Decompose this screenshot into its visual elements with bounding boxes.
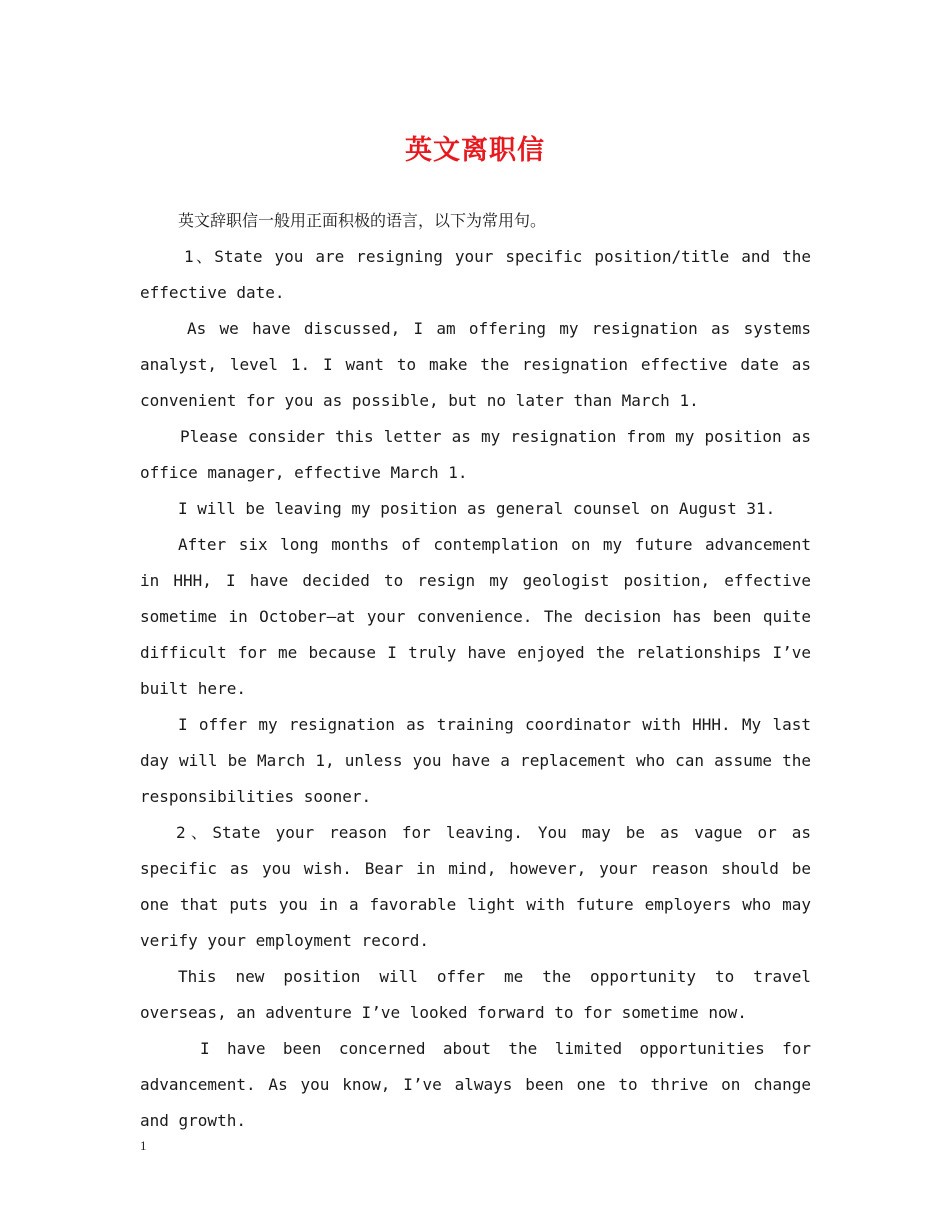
tip-one-paragraph: 1、State you are resigning your specific position/title and the effective date.	[140, 247, 811, 302]
document-title: 英文离职信	[405, 135, 545, 166]
intro-paragraph: 英文辞职信一般用正面积极的语言，以下为常用句。	[178, 211, 547, 230]
example-paragraph: Please consider this letter as my resignation from my position as office manager, effective March 1.	[140, 427, 811, 482]
example-paragraph: I have been concerned about the limited opportunities for advancement. As you know, I’ve always been one to thrive on change and growth.	[140, 1039, 811, 1130]
page-number: 1	[140, 1138, 147, 1153]
example-paragraph: As we have discussed, I am offering my resignation as systems analyst, level 1. I want to make the resignation effective date as convenient for you as possible, but no later than March 1.	[140, 319, 811, 410]
example-paragraph: I offer my resignation as training coordinator with HHH. My last day will be March 1, unless you have a replacement who can assume the responsibilities sooner.	[140, 715, 811, 806]
tip-two-paragraph: 2、State your reason for leaving. You may be as vague or as specific as you wish. Bear in mind, however, your reason should be one that puts you in a favorable light with future employers who may verify your employment record.	[140, 823, 811, 950]
document-body	[140, 203, 811, 1139]
example-paragraph: This new position will offer me the opportunity to travel overseas, an adventure I’ve looked forward to for sometime now.	[140, 967, 811, 1022]
example-paragraph: I will be leaving my position as general counsel on August 31.	[178, 499, 776, 518]
example-paragraph: After six long months of contemplation on my future advancement in HHH, I have decided to resign my geologist position, effective sometime in October–at your convenience. The decision has been quite difficult for me because I truly have enjoyed the relationships I’ve built here.	[140, 535, 811, 698]
